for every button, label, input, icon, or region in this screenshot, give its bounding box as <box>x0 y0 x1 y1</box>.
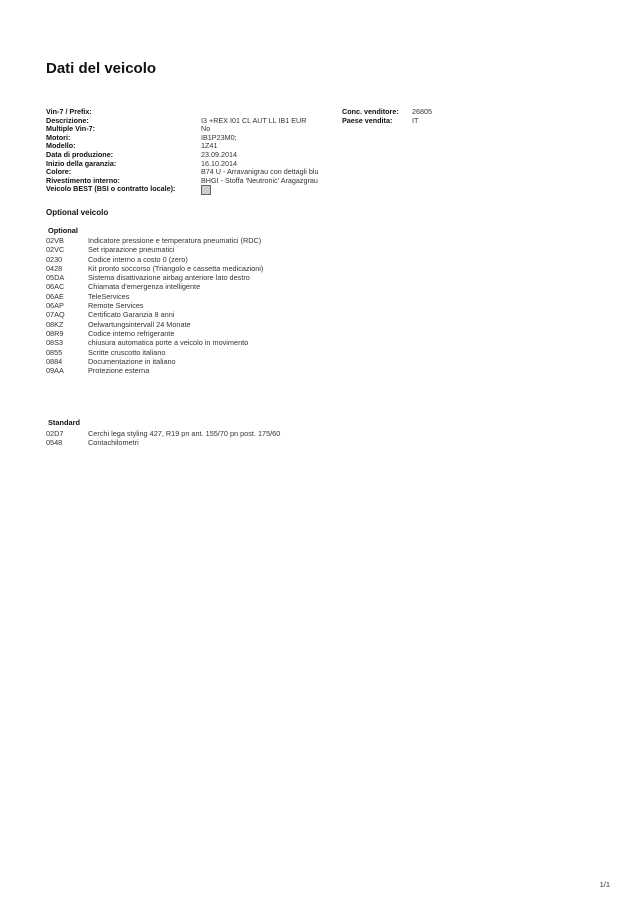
optional-section-title: Optional veicolo <box>46 208 109 217</box>
field-value: IB1P23M0; <box>201 132 237 142</box>
list-item <box>46 282 466 291</box>
item-code: 06AP <box>46 301 64 311</box>
page-title: Dati del veicolo <box>46 60 157 77</box>
field-row-paese-vendita <box>342 117 542 126</box>
list-item <box>46 357 466 366</box>
list-item <box>46 438 466 447</box>
field-row-veicolo-best <box>46 185 366 194</box>
optional-group-title: Optional <box>48 226 78 235</box>
list-item <box>46 429 466 438</box>
field-value: IT <box>412 115 419 125</box>
item-desc: Contachilometri <box>88 438 139 448</box>
item-code: 02VB <box>46 236 64 245</box>
item-code: 09AA <box>46 366 64 376</box>
item-code: 07AQ <box>46 310 65 320</box>
standard-group-title: Standard <box>48 418 81 427</box>
best-checkbox-wrap <box>201 185 211 195</box>
list-item <box>46 273 466 282</box>
item-code: 08S3 <box>46 338 64 348</box>
item-desc: Sistema disattivazione airbag anteriore lato destro <box>88 273 250 283</box>
list-item <box>46 255 466 264</box>
item-desc: Oelwartungsintervall 24 Monate <box>88 319 191 329</box>
list-item <box>46 292 466 301</box>
item-code: 02D7 <box>46 429 64 438</box>
item-desc: TeleServices <box>88 291 130 301</box>
field-label: Descrizione: <box>46 115 89 125</box>
field-label: Data di produzione: <box>46 149 114 159</box>
field-label: Modello: <box>46 141 76 151</box>
field-label: Paese vendita: <box>342 115 393 125</box>
standard-list <box>46 429 466 448</box>
item-desc: Indicatore pressione e temperatura pneumatici (RDC) <box>88 236 262 245</box>
field-value: No <box>201 124 211 134</box>
field-label: Veicolo BEST (BSI o contratto locale): <box>46 184 176 194</box>
list-item <box>46 236 466 245</box>
best-checkbox[interactable] <box>201 185 211 195</box>
item-desc: Remote Services <box>88 301 144 311</box>
page-number: 1/1 <box>599 880 610 889</box>
item-desc: Documentazione in italiano <box>88 356 176 366</box>
item-code: 02VC <box>46 245 65 255</box>
item-code: 0230 <box>46 254 63 264</box>
dealer-fields <box>342 108 542 125</box>
list-item <box>46 366 466 375</box>
item-code: 0855 <box>46 347 63 357</box>
list-item <box>46 264 466 273</box>
field-value: I3 +REX I01 CL AUT LL IB1 EUR <box>201 115 307 125</box>
item-desc: Codice interno refrigerante <box>88 328 175 338</box>
list-item <box>46 245 466 254</box>
item-code: 06AE <box>46 291 64 301</box>
item-desc: Chiamata d'emergenza intelligente <box>88 282 201 292</box>
field-label: Multiple Vin-7: <box>46 124 95 134</box>
field-label: Motori: <box>46 132 71 142</box>
field-value: 26805 <box>412 107 432 116</box>
item-desc: Certificato Garanzia 8 anni <box>88 310 175 320</box>
field-value: B74 U - Arravanigrau con dettagli blu <box>201 167 319 177</box>
item-desc: Scritte cruscotto italiano <box>88 347 166 357</box>
field-label: Vin-7 / Prefix: <box>46 107 92 116</box>
field-value: 16.10.2014 <box>201 158 237 168</box>
item-desc: Codice interno a costo 0 (zero) <box>88 254 188 264</box>
item-desc: Protezione esterna <box>88 366 150 376</box>
item-code: 08R9 <box>46 328 64 338</box>
list-item <box>46 301 466 310</box>
field-value: 1Z41 <box>201 141 218 151</box>
item-desc: chiusura automatica porte a veicolo in movimento <box>88 338 249 348</box>
list-item <box>46 329 466 338</box>
field-label: Inizio della garanzia: <box>46 158 117 168</box>
item-desc: Set riparazione pneumatici <box>88 245 175 255</box>
item-desc: Cerchi lega styling 427, R19 pn ant. 155/70 pn post. 175/60 <box>88 429 281 438</box>
field-label: Rivestimento interno: <box>46 175 120 185</box>
item-code: 0428 <box>46 263 63 273</box>
item-desc: Kit pronto soccorso (Triangolo e cassetta medicazioni) <box>88 263 264 273</box>
optional-list <box>46 236 466 375</box>
item-code: 0884 <box>46 356 63 366</box>
vehicle-fields <box>46 108 366 194</box>
field-value: 23.09.2014 <box>201 149 237 159</box>
list-item <box>46 348 466 357</box>
item-code: 08KZ <box>46 319 64 329</box>
item-code: 06AC <box>46 282 65 292</box>
item-code: 0548 <box>46 438 63 448</box>
field-label: Colore: <box>46 167 72 177</box>
list-item <box>46 320 466 329</box>
list-item <box>46 338 466 347</box>
field-label: Conc. venditore: <box>342 107 399 116</box>
field-value: BHGI - Stoffa 'Neutronic' Aragazgrau <box>201 175 318 185</box>
list-item <box>46 310 466 319</box>
item-code: 05DA <box>46 273 65 283</box>
